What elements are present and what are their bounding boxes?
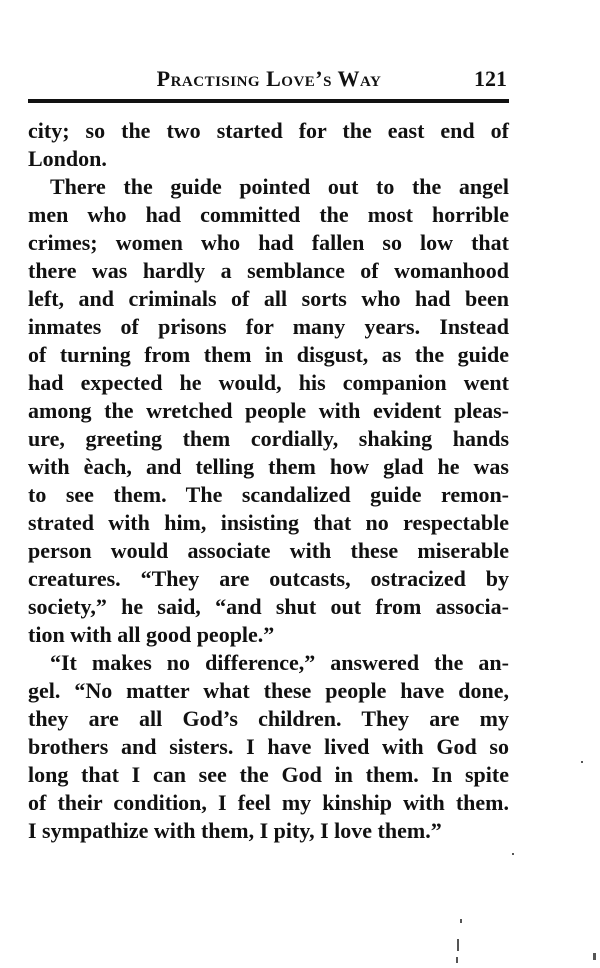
text-line: there was hardly a semblance of womanhood bbox=[28, 258, 509, 283]
page-number: 121 bbox=[474, 66, 507, 91]
scan-speck bbox=[512, 853, 514, 855]
text-line: There the guide pointed out to the angel bbox=[50, 174, 509, 199]
text-line: men who had committed the most horrible bbox=[28, 202, 509, 227]
text-line: I sympathize with them, I pity, I love them.” bbox=[28, 818, 442, 843]
text-line: person would associate with these miserable bbox=[28, 538, 509, 563]
text-line: strated with him, insisting that no respectable bbox=[28, 510, 509, 535]
text-line: gel. “No matter what these people have done, bbox=[28, 678, 509, 703]
scan-mark bbox=[457, 939, 459, 951]
text-line: to see them. The scandalized guide remon- bbox=[28, 482, 509, 507]
text-line: city; so the two started for the east end of bbox=[28, 118, 509, 143]
text-line: ure, greeting them cordially, shaking hands bbox=[28, 426, 509, 451]
text-line: tion with all good people.” bbox=[28, 622, 275, 647]
body-text bbox=[28, 117, 509, 845]
text-line: they are all God’s children. They are my bbox=[28, 706, 509, 731]
text-line: long that I can see the God in them. In spite bbox=[28, 762, 509, 787]
page-header bbox=[31, 66, 507, 92]
text-line: brothers and sisters. I have lived with God so bbox=[28, 734, 509, 759]
text-line: “It makes no difference,” answered the an- bbox=[50, 650, 509, 675]
text-line: of their condition, I feel my kinship with them. bbox=[28, 790, 509, 815]
text-line: had expected he would, his companion went bbox=[28, 370, 509, 395]
text-line: crimes; women who had fallen so low that bbox=[28, 230, 509, 255]
text-line: of turning from them in disgust, as the guide bbox=[28, 342, 509, 367]
header-rule bbox=[28, 99, 509, 103]
scan-speck bbox=[581, 761, 583, 763]
text-line: left, and criminals of all sorts who had been bbox=[28, 286, 509, 311]
text-line: society,” he said, “and shut out from associa- bbox=[28, 594, 509, 619]
text-line: inmates of prisons for many years. Instead bbox=[28, 314, 509, 339]
text-line: London. bbox=[28, 146, 107, 171]
scan-mark bbox=[456, 957, 458, 963]
text-line: creatures. “They are outcasts, ostracized by bbox=[28, 566, 509, 591]
running-head: Practising Love’s Way bbox=[156, 66, 382, 91]
scan-mark bbox=[460, 919, 462, 923]
text-line: among the wretched people with evident pleas- bbox=[28, 398, 509, 423]
scan-mark bbox=[593, 953, 596, 960]
text-line: with èach, and telling them how glad he was bbox=[28, 454, 509, 479]
